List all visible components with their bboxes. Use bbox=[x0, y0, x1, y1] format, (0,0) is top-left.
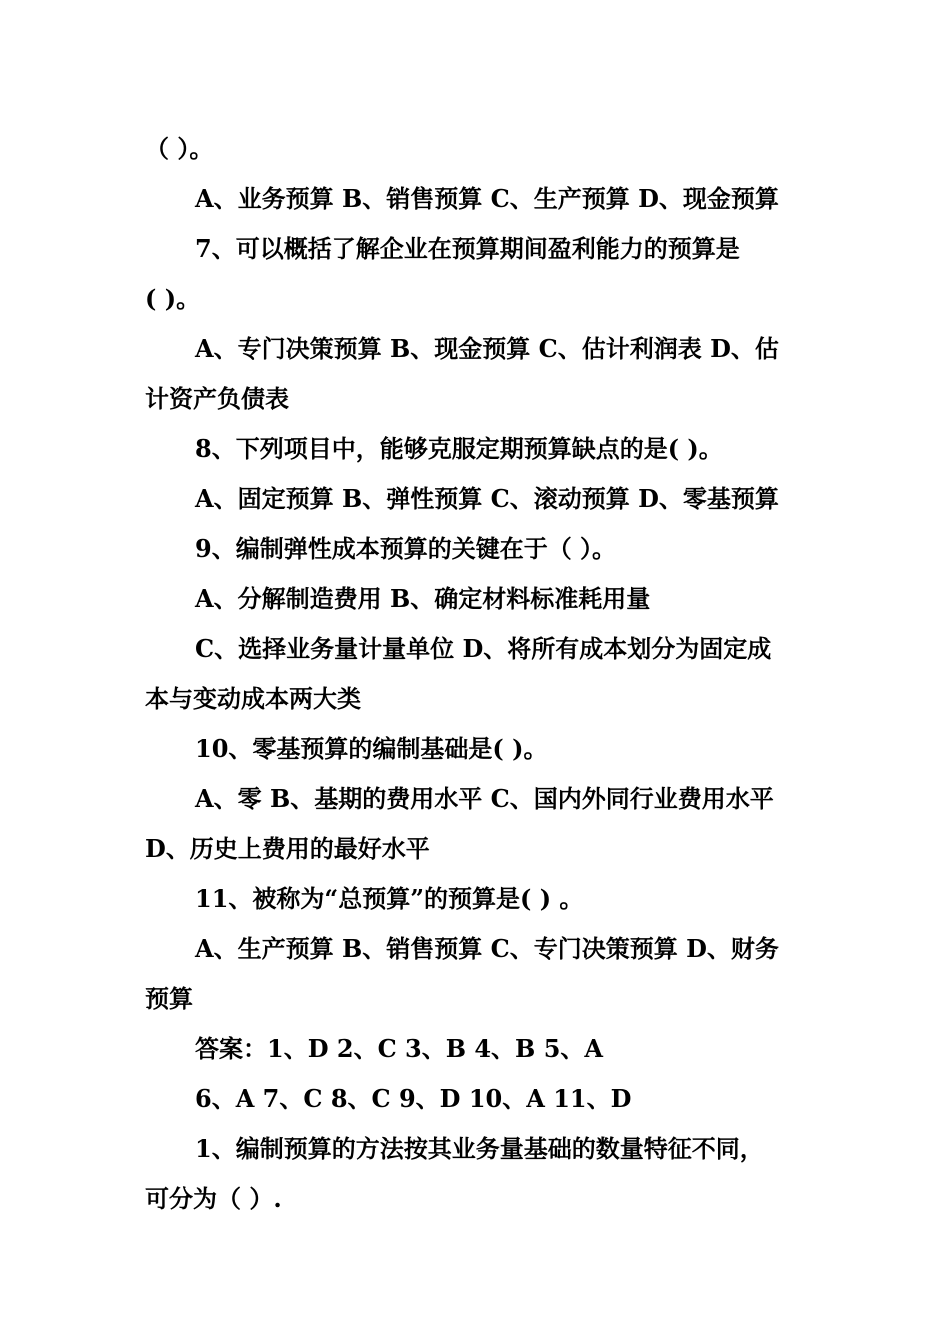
text-line: A、分解制造费用 B、确定材料标准耗用量 bbox=[195, 584, 651, 613]
text-line: 答案：1、D 2、C 3、B 4、B 5、A bbox=[195, 1034, 604, 1063]
text-line: A、生产预算 B、销售预算 C、专门决策预算 D、财务 bbox=[195, 934, 779, 963]
text-line: 10、零基预算的编制基础是( )。 bbox=[195, 734, 548, 763]
text-line: 8、下列项目中，能够克服定期预算缺点的是( )。 bbox=[195, 434, 723, 463]
text-line: （ ）。 bbox=[145, 134, 214, 163]
text-line: A、专门决策预算 B、现金预算 C、估计利润表 D、估 bbox=[195, 334, 779, 363]
text-line: 预算 bbox=[145, 984, 193, 1013]
text-line: 7、可以概括了解企业在预算期间盈利能力的预算是 bbox=[195, 234, 740, 263]
text-line: 9、编制弹性成本预算的关键在于（ ）。 bbox=[195, 534, 617, 563]
text-line: 可分为（ ）. bbox=[145, 1184, 282, 1213]
text-line: A、固定预算 B、弹性预算 C、滚动预算 D、零基预算 bbox=[195, 484, 779, 513]
text-line: 计资产负债表 bbox=[145, 384, 289, 413]
text-line: C、选择业务量计量单位 D、将所有成本划分为固定成 bbox=[195, 634, 772, 663]
text-line: 1、编制预算的方法按其业务量基础的数量特征不同， bbox=[195, 1134, 764, 1163]
text-line: ( )。 bbox=[145, 284, 201, 313]
text-line: A、业务预算 B、销售预算 C、生产预算 D、现金预算 bbox=[195, 184, 779, 213]
text-line: A、零 B、基期的费用水平 C、国内外同行业费用水平 bbox=[195, 784, 774, 813]
text-line: 本与变动成本两大类 bbox=[145, 684, 361, 713]
text-line: D、历史上费用的最好水平 bbox=[145, 834, 430, 863]
text-line: 6、A 7、C 8、C 9、D 10、A 11、D bbox=[195, 1084, 632, 1113]
text-line: 11、被称为“总预算”的预算是( ) 。 bbox=[195, 884, 584, 913]
